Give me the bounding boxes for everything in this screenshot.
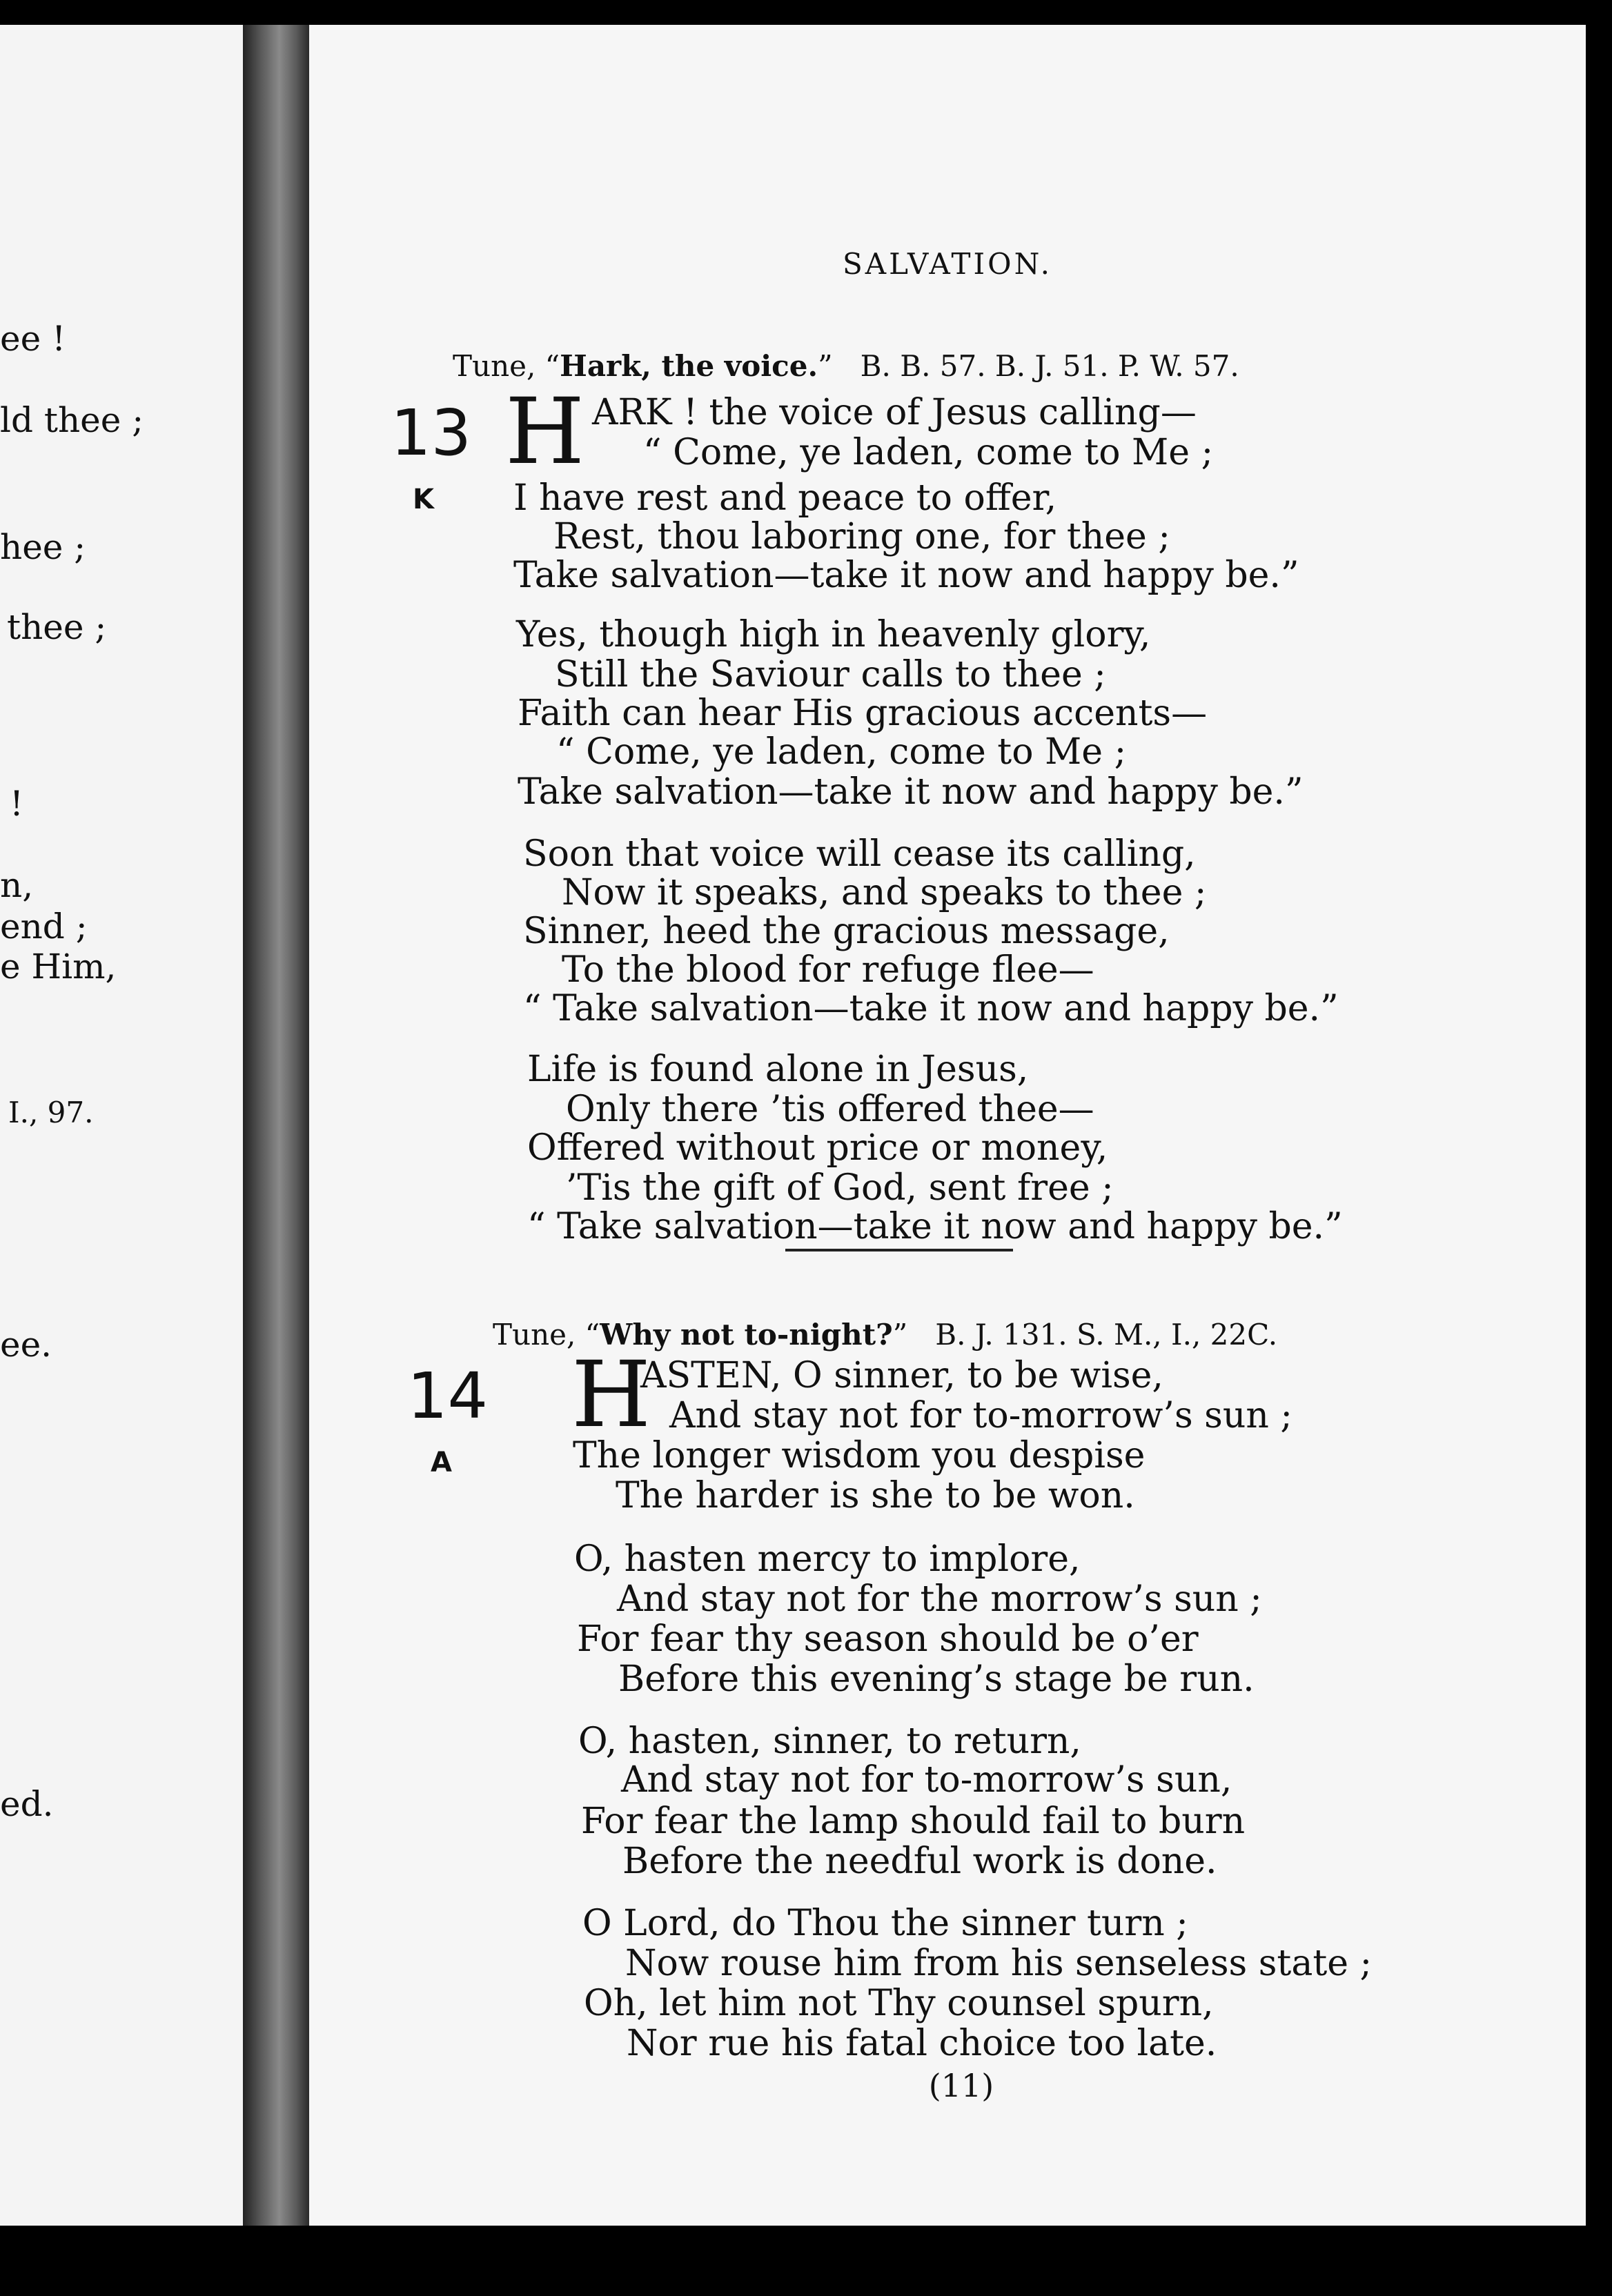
verse-line: Rest, thou laboring one, for thee ; [553, 516, 1170, 557]
tune-prefix: Tune, “ [493, 1318, 600, 1352]
right-edge [1586, 25, 1612, 2226]
verse-line: Now it speaks, and speaks to thee ; [562, 872, 1207, 913]
verse-line: ’Tis the gift of God, sent free ; [566, 1167, 1114, 1209]
verse-line: Only there ’tis offered thee— [566, 1089, 1094, 1130]
verse-line: Faith can hear His gracious accents— [518, 693, 1208, 734]
main-page [309, 25, 1586, 2226]
left-fragment: n, [0, 865, 34, 905]
tune-refs: B. B. 57. B. J. 51. P. W. 57. [860, 349, 1239, 383]
verse-line: O, hasten, sinner, to return, [578, 1721, 1081, 1762]
hymn-number-14: 14 [407, 1359, 489, 1433]
hymn-number-13: 13 [391, 396, 472, 470]
verse-line: Before the needful work is done. [622, 1841, 1217, 1882]
verse-line: O Lord, do Thou the sinner turn ; [582, 1903, 1188, 1944]
left-fragment: thee ; [7, 607, 107, 647]
tune-prefix: Tune, “ [453, 349, 560, 383]
left-fragment: I., 97. [8, 1096, 94, 1129]
verse-line: And stay not for to-morrow’s sun, [621, 1759, 1232, 1801]
tune-suffix: ” [892, 1318, 908, 1352]
verse-line: To the blood for refuge flee— [562, 949, 1094, 991]
hymn-key-13: K [413, 484, 434, 515]
verse-line: ASTEN, O sinner, to be wise, [640, 1355, 1163, 1396]
left-facing-page [0, 25, 243, 2226]
verse-line: Before this evening’s stage be run. [618, 1659, 1255, 1700]
verse-line: Now rouse him from his senseless state ; [625, 1943, 1373, 1984]
verse-line: Soon that voice will cease its calling, [523, 833, 1196, 875]
bottom-strip [0, 2226, 1612, 2296]
verse-line: Take salvation—take it now and happy be.” [518, 771, 1304, 813]
verse-line: The harder is she to be won. [616, 1475, 1135, 1516]
tune-refs: B. J. 131. S. M., I., 22C. [935, 1318, 1278, 1352]
left-fragment: hee ; [0, 527, 86, 567]
verse-line: Offered without price or money, [527, 1127, 1108, 1169]
verse-line: Sinner, heed the gracious message, [523, 911, 1170, 952]
page-number: (11) [928, 2067, 994, 2104]
verse-line: I have rest and peace to offer, [513, 477, 1057, 519]
dropcap-14: H [571, 1342, 651, 1448]
dropcap-13: H [505, 379, 585, 485]
left-fragment: end ; [0, 907, 88, 947]
running-head: SALVATION. [843, 247, 1052, 281]
verse-line: Oh, let him not Thy counsel spurn, [584, 1983, 1214, 2024]
verse-line: Life is found alone in Jesus, [527, 1049, 1029, 1090]
left-fragment: ed. [0, 1784, 54, 1824]
verse-line: And stay not for the morrow’s sun ; [617, 1578, 1262, 1620]
tune-line-13 [453, 349, 1239, 383]
verse-line: For fear the lamp should fail to burn [581, 1801, 1246, 1842]
verse-line: For fear thy season should be o’er [577, 1619, 1199, 1660]
verse-line: Yes, though high in heavenly glory, [516, 614, 1151, 655]
tune-suffix: ” [818, 349, 833, 383]
verse-line: “ Take salvation—take it now and happy be.” [527, 1206, 1343, 1247]
verse-line: “ Take salvation—take it now and happy be.” [523, 988, 1339, 1029]
verse-line: Nor rue his fatal choice too late. [627, 2023, 1217, 2064]
tune-name: Why not to-night? [600, 1318, 893, 1352]
hymn-key-14: A [431, 1447, 452, 1478]
book-gutter [243, 25, 309, 2226]
left-fragment: ee ! [0, 319, 66, 359]
verse-line: “ Come, ye laden, come to Me ; [643, 432, 1214, 473]
verse-line: ARK ! the voice of Jesus calling— [592, 392, 1197, 433]
verse-line: Take salvation—take it now and happy be.” [513, 555, 1299, 596]
verse-line: And stay not for to-morrow’s sun ; [669, 1395, 1292, 1436]
verse-line: The longer wisdom you despise [573, 1435, 1146, 1476]
verse-line: Still the Saviour calls to thee ; [555, 654, 1106, 695]
left-fragment: ee. [0, 1325, 52, 1365]
left-fragment: ! [10, 784, 24, 824]
verse-line: “ Come, ye laden, come to Me ; [556, 731, 1127, 773]
section-rule [785, 1249, 1013, 1251]
verse-line: O, hasten mercy to implore, [574, 1538, 1081, 1580]
left-fragment: e Him, [0, 947, 117, 987]
tune-name: Hark, the voice. [560, 349, 818, 383]
left-fragment: ld thee ; [0, 400, 144, 440]
